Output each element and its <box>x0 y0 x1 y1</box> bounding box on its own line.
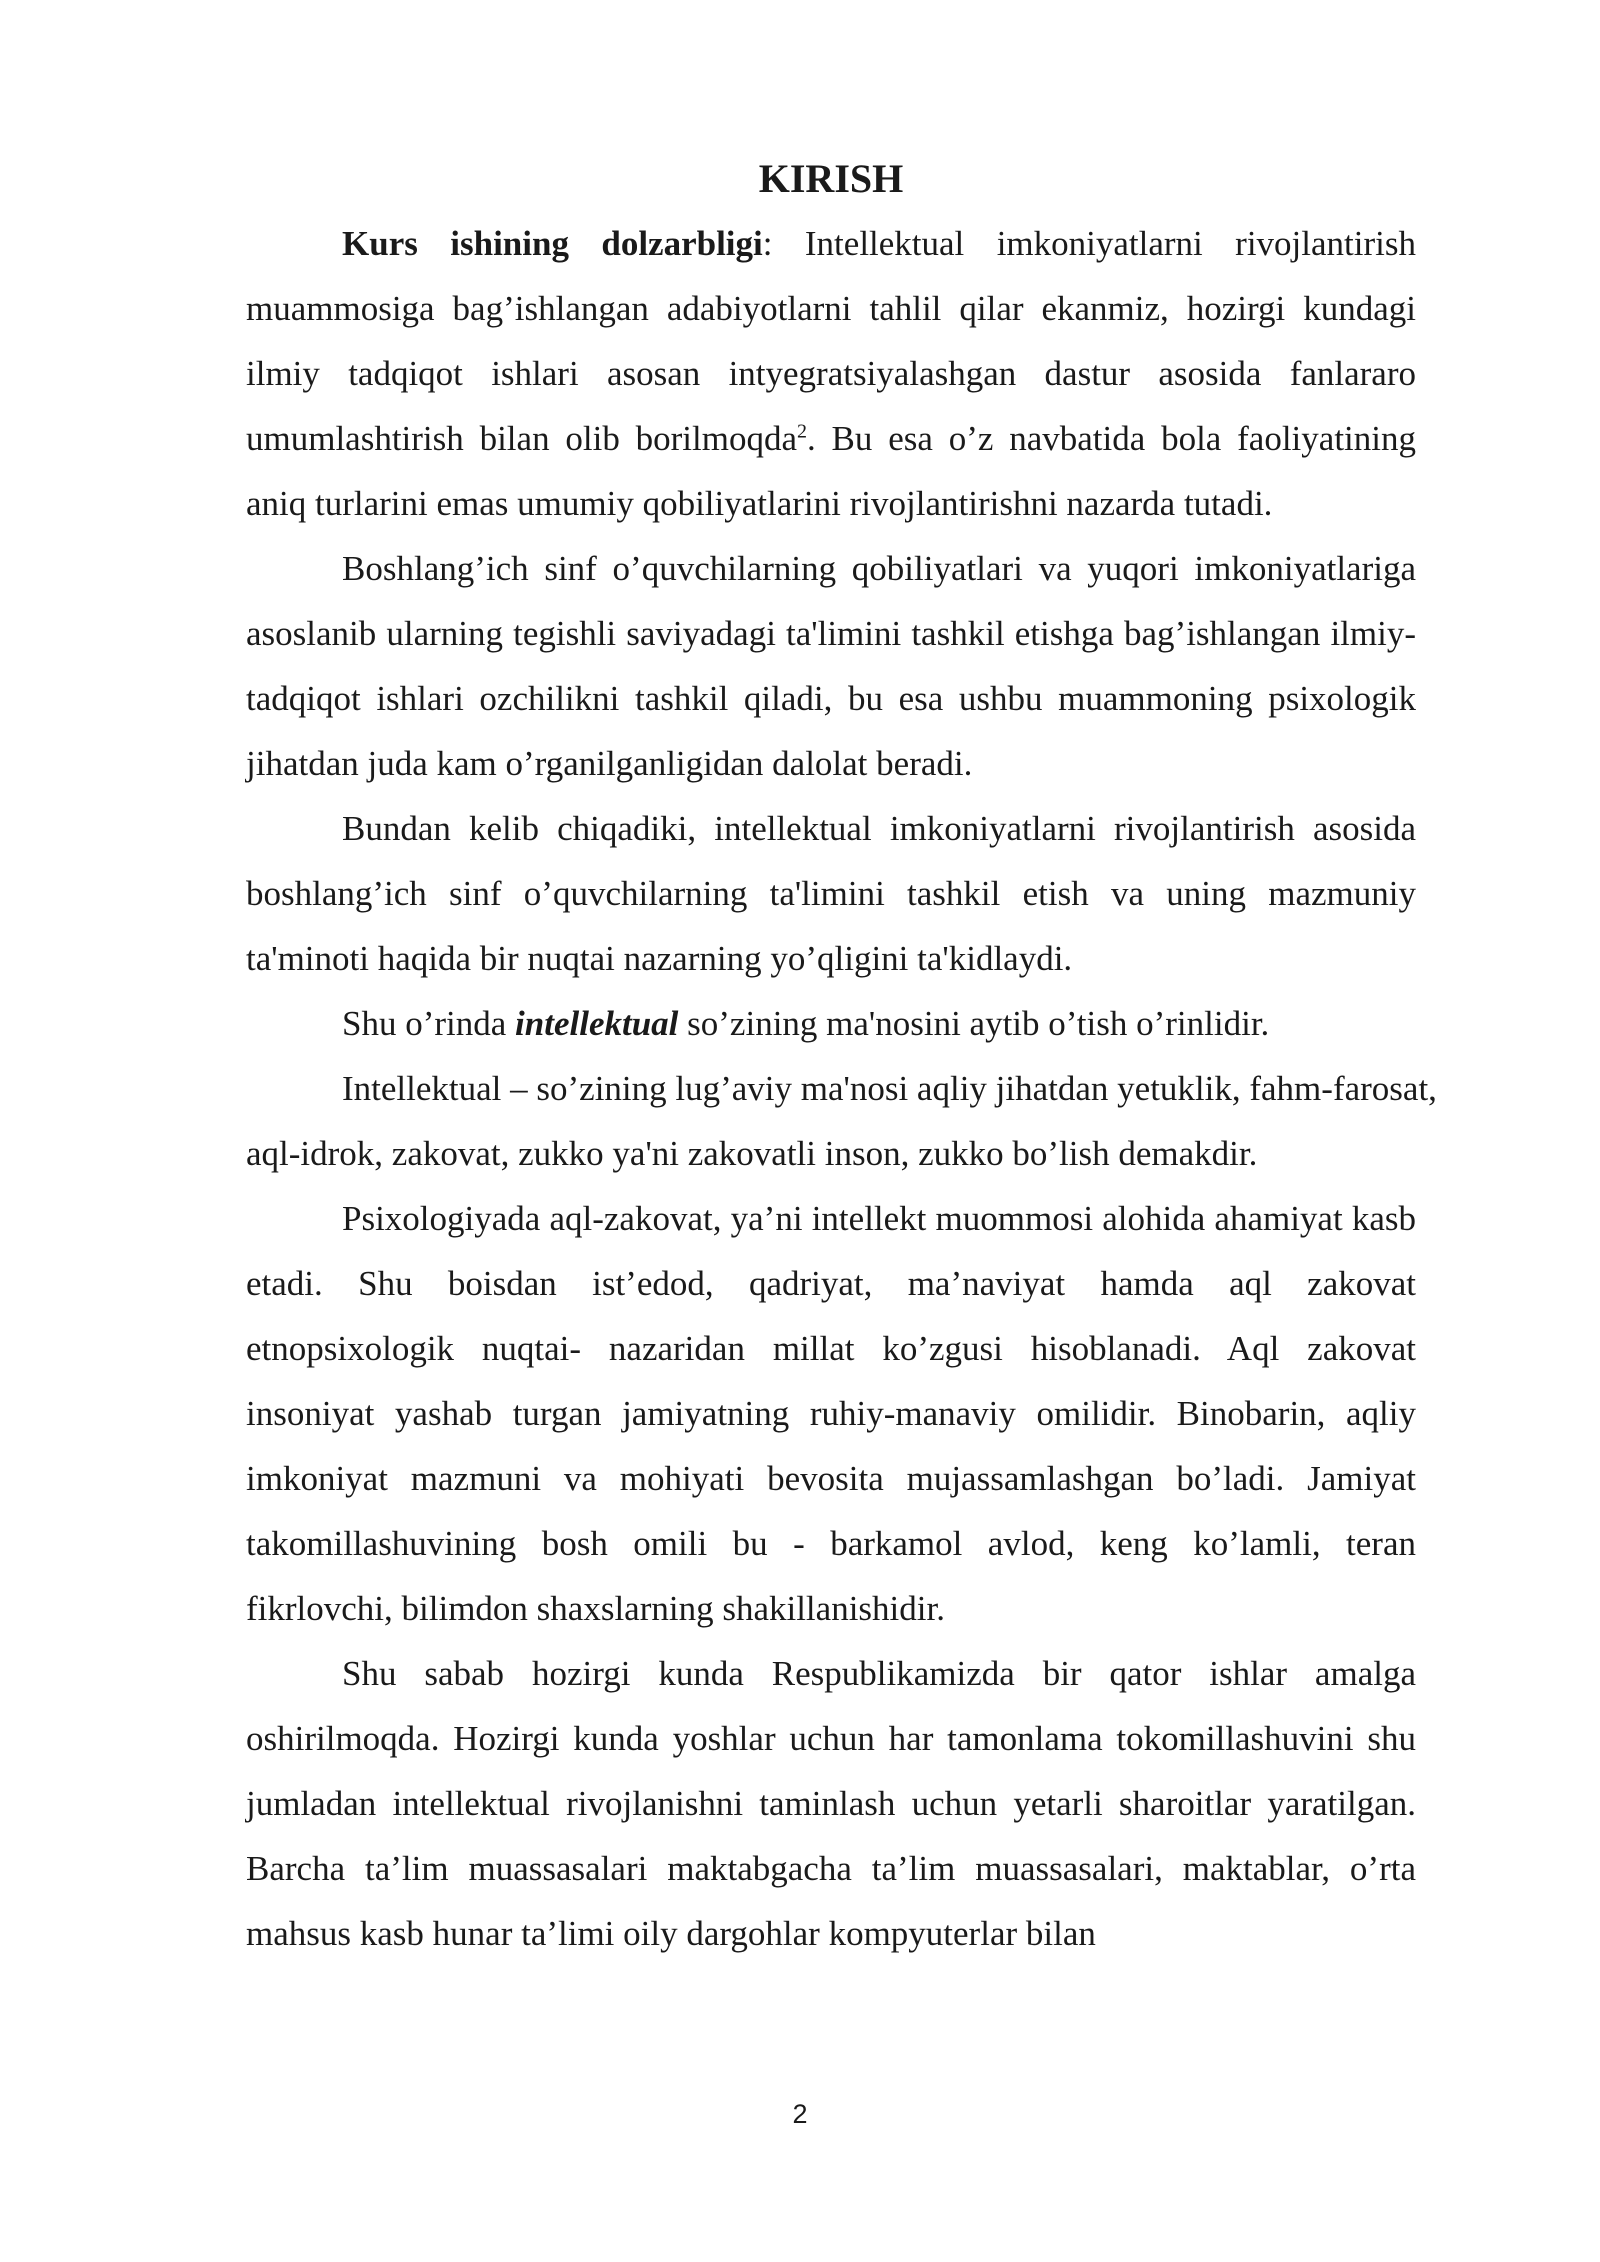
paragraph-primary-school: Boshlang’ich sinf o’quvchilarning qobiliyatlari va yuqori imkoniyatlariga asoslanib ularning tegishli saviyadagi ta'limini tashkil etishga bag’ishlangan ilmiy- tadqiqot ishlari ozchilikni tashkil qiladi, bu esa ushbu muammoning psixologik jihatdan juda kam o’rganilganligidan dalolat beradi. <box>246 549 1416 783</box>
term-before: Shu o’rinda <box>342 1004 516 1043</box>
relevance-lead: Kurs ishining dolzarbligi <box>342 224 763 263</box>
page-body <box>246 146 1437 1966</box>
page-number: 2 <box>792 2099 808 2129</box>
page-title: KIRISH <box>758 156 904 201</box>
relevance-colon: : <box>762 224 805 263</box>
paragraph-relevance <box>246 211 1416 536</box>
paragraph-conclusion: Bundan kelib chiqadiki, intellektual imkoniyatlarni rivojlantirish asosida boshlang’ich sinf o’quvchilarning ta'limini tashkil etish va uning mazmuniy ta'minoti haqida bir nuqtai nazarning yo’qligini ta'kidlaydi. <box>246 809 1416 978</box>
term-after: so’zining ma'nosini aytib o’tish o’rinlidir. <box>678 1004 1270 1043</box>
paragraph-psychology: Psixologiyada aql-zakovat, ya’ni intellekt muommosi alohida ahamiyat kasb etadi. Shu boisdan ist’edod, qadriyat, ma’naviyat hamda aql zakovat etnopsixologik nuqtai- nazaridan millat ko’zgusi hisoblanadi. Aql zakovat insoniyat yashab turgan jamiyatning ruhiy-manaviy omilidir. Binobarin, aqliy imkoniyat mazmuni va mohiyati bevosita mujassamlashgan bo’ladi. Jamiyat takomillashuvining bosh omili bu - barkamol avlod, keng ko’lamli, teran fikrlovchi, bilimdon shaxslarning shakillanishidir. <box>246 1199 1416 1628</box>
term-emphasis: intellektual <box>515 1004 679 1043</box>
relevance-text-b: . Bu esa o’z navbatida bola faoliyatining aniq turlarini emas umumiy qobiliyatlarini rivojlantirishni nazarda tutadi. <box>246 419 1416 523</box>
paragraph-republic: Shu sabab hozirgi kunda Respublikamizda bir qator ishlar amalga oshirilmoqda. Hozirgi kunda yoshlar uchun har tamonlama tokomillashuvini shu jumladan intellektual rivojlanishni taminlash uchun yetarli sharoitlar yaratilgan. Barcha ta’lim muassasalari maktabgacha ta’lim muassasalari, maktablar, o’rta mahsus kasb hunar ta’limi oily dargohlar kompyuterlar bilan <box>246 1654 1416 1953</box>
paragraph-definition: Intellektual – so’zining lug’aviy ma'nosi aqliy jihatdan yetuklik, fahm-farosat, aql-idrok, zakovat, zukko ya'ni zakovatli inson, zukko bo’lish demakdir. <box>246 1069 1437 1173</box>
footnote-marker: 2 <box>797 420 807 443</box>
paragraph-term <box>246 991 1416 1056</box>
relevance-text-a: Intellektual imkoniyatlarni rivojlantirish muammosiga bag’ishlangan adabiyotlarni tahlil qilar ekanmiz, hozirgi kundagi ilmiy tadqiqot ishlari asosan intyegratsiyalashgan dastur asosida fanlararo umumlashtirish bilan olib borilmoqda <box>246 224 1416 458</box>
